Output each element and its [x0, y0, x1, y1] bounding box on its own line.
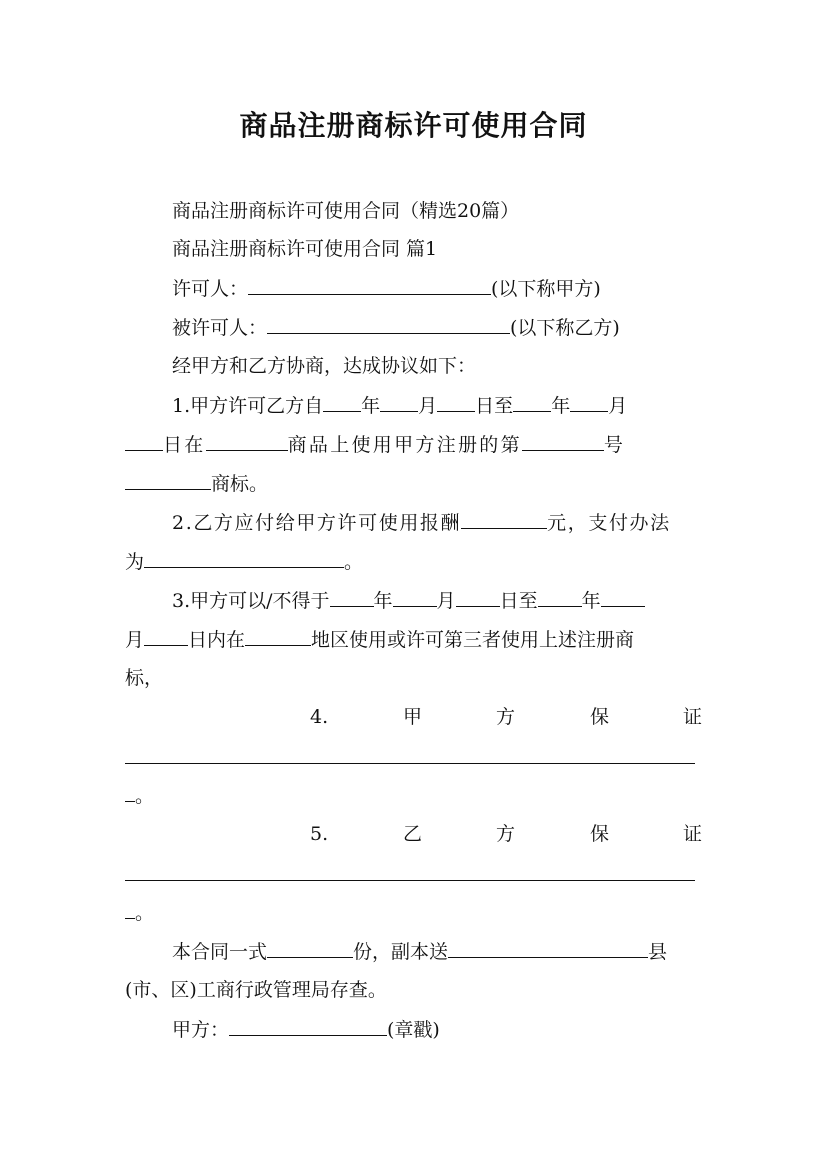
day-at-label: 日在	[163, 434, 206, 456]
clause-2-text: 2.乙方应付给甲方许可使用报酬	[172, 512, 462, 534]
clause-5-end	[125, 899, 154, 926]
intro-text: 经甲方和乙方协商，达成协议如下：	[172, 355, 477, 377]
period: 。	[135, 785, 155, 807]
clause-4-blank-tail[interactable]	[125, 782, 135, 802]
licensor-suffix: (以下称甲方)	[491, 278, 601, 300]
copies-text: 本合同一式	[172, 941, 268, 963]
clause-5-word: 乙	[403, 823, 423, 845]
blank-goods[interactable]	[206, 431, 288, 451]
period: 。	[135, 902, 155, 924]
blank-start-month[interactable]	[393, 587, 437, 607]
month-label: 月	[436, 590, 456, 612]
year-label: 年	[551, 395, 571, 417]
clause-4-number: 4.	[310, 706, 329, 728]
blank-start-month[interactable]	[380, 392, 418, 412]
clause-1-text: 1.甲方许可乙方自	[172, 395, 324, 417]
blank-end-month[interactable]	[601, 587, 645, 607]
clause-5-blank-tail[interactable]	[125, 899, 135, 919]
blank-end-day[interactable]	[144, 626, 188, 646]
blank-county[interactable]	[448, 938, 648, 958]
clause-1-line-1	[172, 392, 627, 419]
clause-3-line-3: 标，	[125, 667, 164, 689]
licensor-label: 许可人：	[172, 278, 249, 300]
subtitle: 商品注册商标许可使用合同（精选20篇）	[172, 200, 520, 222]
month-label: 月	[125, 629, 145, 651]
blank-start-day[interactable]	[456, 587, 500, 607]
copies-text-2: 份，副本送	[353, 941, 449, 963]
blank-end-year[interactable]	[513, 392, 551, 412]
clause-4-end	[125, 782, 154, 809]
year-label: 年	[581, 590, 601, 612]
seal-label: (章戳)	[387, 1019, 440, 1041]
licensee-blank[interactable]	[267, 314, 510, 334]
clause-1-text-2: 商品上使用甲方注册的第	[287, 434, 522, 456]
blank-start-year[interactable]	[323, 392, 361, 412]
clause-1-line-2	[125, 431, 625, 458]
clause-4-word: 方	[496, 706, 516, 728]
year-label: 年	[373, 590, 393, 612]
clause-5-word: 方	[496, 823, 516, 845]
blank-start-year[interactable]	[330, 587, 374, 607]
blank-end-year[interactable]	[538, 587, 582, 607]
blank-end-month[interactable]	[570, 392, 608, 412]
licensee-line	[172, 314, 620, 341]
county-label: 县	[648, 941, 668, 963]
clause-2-line-1	[172, 509, 671, 536]
clause-4-word: 证	[683, 706, 703, 728]
blank-payment-method[interactable]	[144, 548, 344, 568]
day-to-label: 日至	[499, 590, 538, 612]
blank-copies[interactable]	[267, 938, 353, 958]
number-label: 号	[603, 434, 626, 456]
clause-5-blank[interactable]	[125, 880, 695, 881]
month-label: 月	[608, 395, 628, 417]
clause-3-line-2	[125, 626, 634, 653]
party-a-blank[interactable]	[229, 1016, 387, 1036]
copies-line-2: (市、区)工商行政管理局存查。	[125, 979, 387, 1001]
clause-4-blank[interactable]	[125, 763, 695, 764]
trademark-label: 商标。	[211, 473, 269, 495]
party-a-line	[172, 1016, 440, 1043]
blank-fee[interactable]	[461, 509, 547, 529]
chapter-heading: 商品注册商标许可使用合同 篇1	[172, 238, 438, 260]
licensor-line	[172, 275, 601, 302]
clause-3-text: 3.甲方可以/不得于	[172, 590, 330, 612]
clause-3-line-1	[172, 587, 645, 614]
day-to-label: 日至	[475, 395, 514, 417]
day-in-label: 日内在	[188, 629, 246, 651]
clause-1-line-3	[125, 470, 268, 497]
blank-end-day[interactable]	[125, 431, 163, 451]
blank-region[interactable]	[245, 626, 311, 646]
clause-2-text-3: 为	[125, 551, 145, 573]
year-label: 年	[361, 395, 381, 417]
party-a-label: 甲方：	[172, 1019, 230, 1041]
blank-start-day[interactable]	[437, 392, 475, 412]
blank-reg-number[interactable]	[522, 431, 604, 451]
licensor-blank[interactable]	[248, 275, 491, 295]
period: 。	[344, 551, 364, 573]
clause-5-number: 5.	[310, 823, 329, 845]
month-label: 月	[418, 395, 438, 417]
clause-4-word: 保	[590, 706, 610, 728]
clause-5-word: 保	[590, 823, 610, 845]
copies-line-1	[172, 938, 667, 965]
clause-2-text-2: 元，支付办法	[547, 512, 671, 534]
blank-trademark[interactable]	[125, 470, 211, 490]
document-title: 商品注册商标许可使用合同	[239, 109, 588, 142]
licensee-label: 被许可人：	[172, 317, 268, 339]
clause-4-word: 甲	[403, 706, 423, 728]
clause-2-line-2	[125, 548, 363, 575]
clause-5-word: 证	[683, 823, 703, 845]
clause-3-text-2: 地区使用或许可第三者使用上述注册商	[311, 629, 635, 651]
licensee-suffix: (以下称乙方)	[510, 317, 620, 339]
